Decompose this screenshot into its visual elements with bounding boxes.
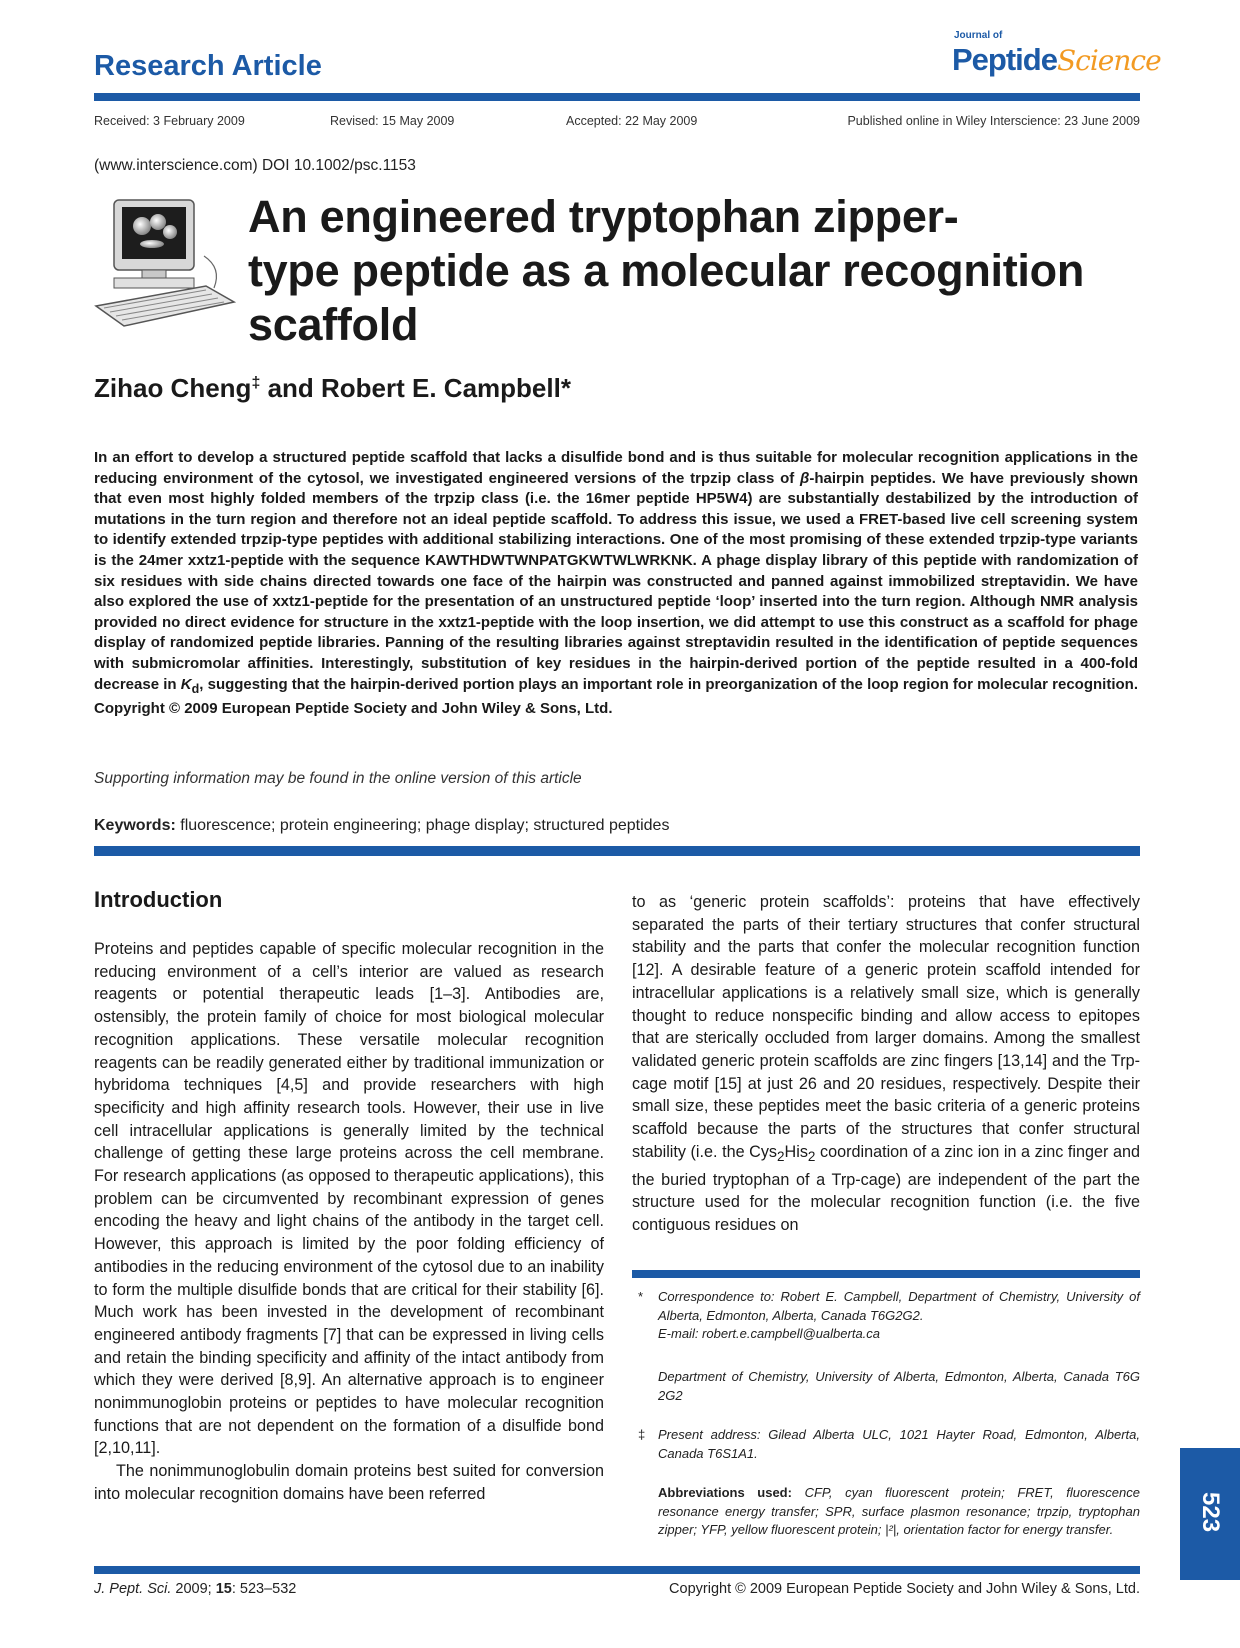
abbreviations-label: Abbreviations used: bbox=[658, 1485, 792, 1500]
citation-volume: 15 bbox=[215, 1581, 232, 1597]
title-line-3: scaffold bbox=[248, 299, 419, 350]
author-joiner: and Robert E. Campbell* bbox=[260, 373, 571, 403]
intro-left-column bbox=[94, 938, 604, 1506]
section-label: Research Article bbox=[94, 50, 322, 82]
department-text: Department of Chemistry, University of Alberta, Edmonton, Alberta, Canada T6G 2G2 bbox=[658, 1369, 1140, 1403]
journal-logo-small: Journal of bbox=[954, 30, 1003, 41]
computer-icon bbox=[94, 198, 236, 330]
intro-right-part-2: coordination of a zinc ion in a zinc finger and the buried tryptophan of a Trp-cage) are independent of the part the structure used for the molecular recognition function (i.e. the five contiguous residues on bbox=[632, 1142, 1140, 1235]
keywords bbox=[94, 817, 669, 835]
journal-logo-name bbox=[952, 42, 1161, 78]
title-line-2: type peptide as a molecular recognition bbox=[248, 245, 1085, 296]
intro-right-column bbox=[632, 891, 1140, 1237]
page-number: 523 bbox=[1197, 1492, 1224, 1533]
page-number-tab bbox=[1180, 1448, 1240, 1580]
title-line-1: An engineered tryptophan zipper- bbox=[248, 191, 959, 242]
accepted-date: Accepted: 22 May 2009 bbox=[566, 114, 698, 128]
citation-year: 2009; bbox=[171, 1581, 216, 1597]
supporting-info: Supporting information may be found in the online version of this article bbox=[94, 770, 582, 787]
present-address-text: Present address: Gilead Alberta ULC, 1021 Hayter Road, Edmonton, Alberta, Canada T6S1A1. bbox=[658, 1427, 1140, 1461]
abstract-kd-sub: d bbox=[191, 681, 200, 696]
revised-date: Revised: 15 May 2009 bbox=[330, 114, 455, 128]
abbreviations-text: CFP, cyan fluorescent protein; FRET, fluorescence resonance energy transfer; SPR, surface plasmon resonance; trpzip, tryptophan zipper; YFP, yellow fluorescent protein; |²|, orientation factor for energy transfer. bbox=[658, 1485, 1141, 1538]
author-1-mark: ‡ bbox=[251, 374, 261, 392]
journal-logo-word2: Science bbox=[1056, 44, 1161, 77]
abstract-rule bbox=[94, 846, 1140, 856]
footnote-dagger: ‡ bbox=[638, 1427, 646, 1442]
intro-his: His bbox=[784, 1142, 808, 1161]
footer-rule bbox=[94, 1566, 1140, 1574]
doi: (www.interscience.com) DOI 10.1002/psc.1153 bbox=[94, 157, 416, 174]
footnote-rule bbox=[632, 1270, 1140, 1278]
intro-cys-sub: 2 bbox=[777, 1148, 785, 1164]
correspondence-email: E-mail: robert.e.campbell@ualberta.ca bbox=[658, 1326, 881, 1342]
authors bbox=[94, 373, 571, 404]
intro-heading: Introduction bbox=[94, 887, 223, 912]
intro-paragraph-2: The nonimmunoglobulin domain proteins best suited for conversion into molecular recognition domains have been referred bbox=[94, 1462, 604, 1503]
abstract bbox=[94, 448, 1138, 720]
received-date: Received: 3 February 2009 bbox=[94, 114, 245, 128]
citation bbox=[94, 1581, 296, 1597]
keywords-text: fluorescence; protein engineering; phage display; structured peptides bbox=[175, 817, 670, 834]
footer-copyright: Copyright © 2009 European Peptide Society and John Wiley & Sons, Ltd. bbox=[669, 1581, 1140, 1597]
abstract-part-1: In an effort to develop a structured peptide scaffold that lacks a disulfide bond and is thus suitable for molecular recognition applications in the reducing environment of the cytosol, we investigated engineered versions of the trpzip class of bbox=[94, 449, 1138, 487]
published-date: Published online in Wiley Interscience: 23 June 2009 bbox=[847, 114, 1140, 128]
abstract-beta: β bbox=[800, 469, 810, 487]
journal-logo bbox=[952, 30, 1161, 82]
abstract-kd: K bbox=[180, 675, 192, 693]
article-title bbox=[248, 190, 1148, 352]
correspondence-text: Correspondence to: Robert E. Campbell, Department of Chemistry, University of Alberta, Edmonton, Alberta, Canada T6G2G2. bbox=[658, 1289, 1140, 1323]
intro-right-paragraph bbox=[632, 891, 1140, 1237]
abstract-part-2: -hairpin peptides. We have previously shown that even most highly folded members of the trpzip class (i.e. the 16mer peptide HP5W4) are substantially destabilized by the introduction of mutations in the turn region and therefore not an ideal peptide scaffold. To address this issue, we used a FRET-based live cell screening system to identify extended trpzip-type peptides with additional stabilizing interactions. One of the most promising of these extended trpzip-type variants is the 24mer xxtz1-peptide with the sequence KAWTHDWTWNPATGKWTWLWRKNK. A phage display library of this peptide with randomization of six residues with side chains directed towards one face of the hairpin was constructed and panned against immobilized streptavidin. We have also explored the use of xxtz1-peptide for the presentation of an unstructured peptide ‘loop’ inserted into the turn region. Although NMR analysis provided no direct evidence for structure in the xxtz1-peptide with the loop insertion, we did attempt to use this construct as a scaffold for phage display of randomized peptide libraries. Panning of the resulting libraries against streptavidin resulted in the identification of peptide sequences with submicromolar affinities. Interestingly, substitution of key residues in the hairpin-derived portion of the peptide resulted in a 400-fold decrease in bbox=[94, 469, 1138, 693]
intro-his-sub: 2 bbox=[807, 1148, 816, 1164]
intro-right-part-1: to as ‘generic protein scaffolds’: proteins that have effectively separated the parts of their tertiary structures that confer structural stability and the parts that confer the molecular recognition function [12]. A desirable feature of a generic protein scaffold intended for intracellular applications is a relatively small size, which is generally thought to reduce nonspecific binding and allow access to epitopes that are sterically occluded from larger domains. Among the smallest validated generic protein scaffolds are zinc fingers [13,14] and the Trp-cage motif [15] at just 26 and 20 residues, respectively. Despite their small size, these peptides meet the basic criteria of a generic proteins scaffold because the parts of the structures that confer structural stability (i.e. the Cys bbox=[632, 893, 1140, 1161]
intro-paragraph-1: Proteins and peptides capable of specific molecular recognition in the reducing environment of a cell’s interior are valued as research reagents or potential therapeutic leads [1–3]. Antibodies are, ostensibly, the protein family of choice for most biological molecular recognition applications. These versatile molecular recognition reagents can be readily generated either by traditional immunization or hybridoma techniques [4,5] and provide researchers with high specificity and high affinity research tools. However, their use in live cell intracellular applications is generally limited by the technical challenge of getting these large proteins across the cell membrane. For research applications (as opposed to therapeutic applications), this problem can be circumvented by recombinant expression of genes encoding the heavy and light chains of the antibody in the target cell. However, this approach is limited by the poor folding efficiency of antibodies in the reducing environment of the cytosol due to an inability to form the multiple disulfide bonds that are critical for their stability [6]. Much work has been invested in the development of recombinant engineered antibody fragments [7] that can be expressed in living cells and retain the binding specificity and affinity of the intact antibody from which they were derived [8,9]. An alternative approach is to engineer nonimmunoglobin proteins or peptides to have molecular recognition functions that are not dependent on the formation of a disulfide bond [2,10,11]. bbox=[94, 940, 604, 1458]
citation-pages: : 523–532 bbox=[231, 1581, 297, 1597]
abstract-part-3: , suggesting that the hairpin-derived portion plays an important role in preorganization of the loop region for molecular recognition. Copyright © 2009 European Peptide Society and John Wiley & Sons, Ltd. bbox=[94, 675, 1138, 718]
author-1: Zihao Cheng bbox=[94, 373, 252, 403]
header-rule bbox=[94, 93, 1140, 101]
citation-journal: J. Pept. Sci. bbox=[94, 1581, 172, 1597]
footnote-star: * bbox=[638, 1289, 644, 1304]
journal-logo-word1: Peptide bbox=[952, 42, 1057, 77]
keywords-label: Keywords: bbox=[94, 817, 176, 834]
